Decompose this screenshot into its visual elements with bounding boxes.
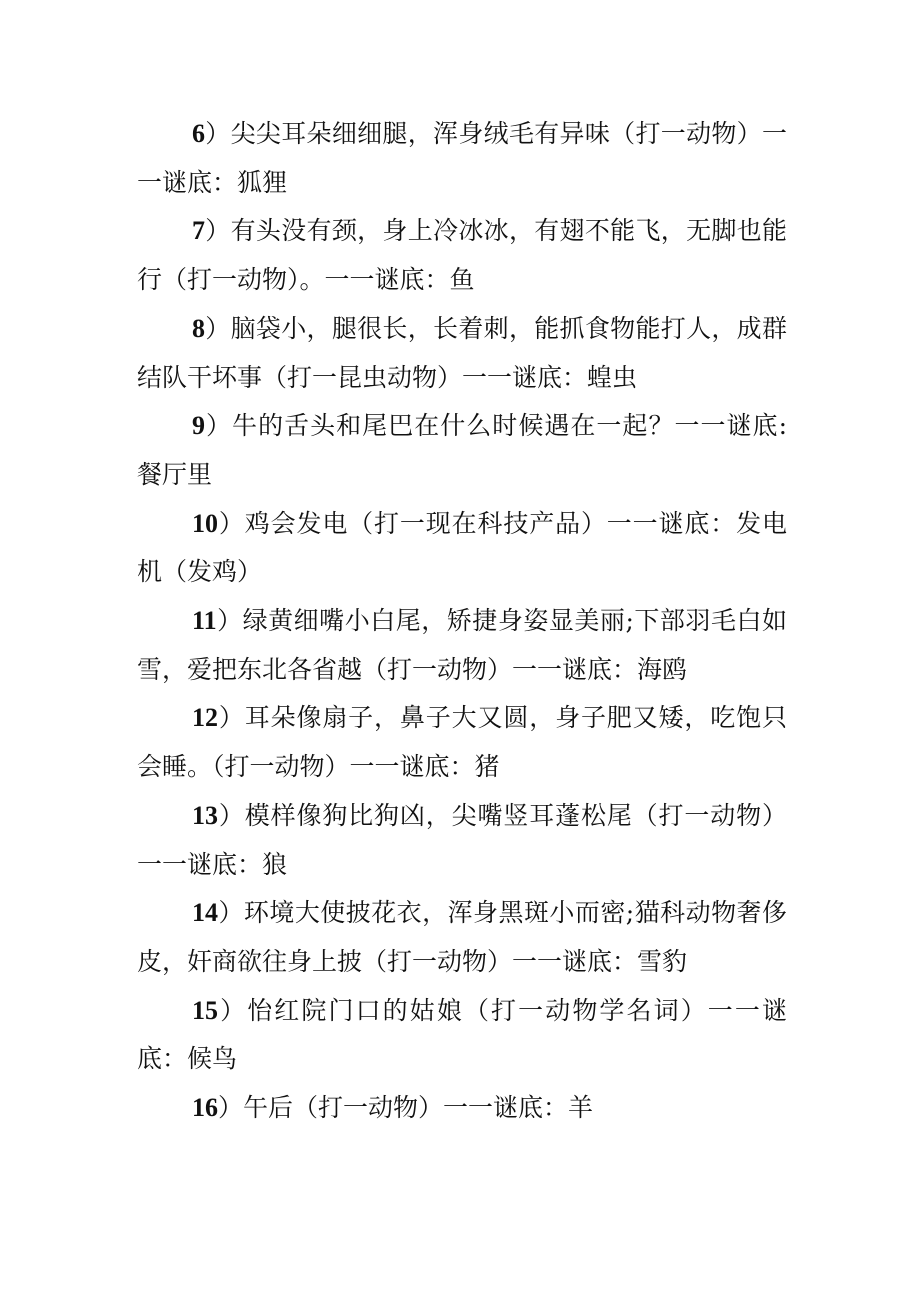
riddle-number: 6 xyxy=(192,119,205,148)
riddle-item xyxy=(137,987,787,1084)
riddle-item xyxy=(137,792,787,889)
riddle-number: 9 xyxy=(192,411,205,441)
riddle-number: 7 xyxy=(192,216,205,246)
riddle-number: 10 xyxy=(192,508,218,538)
riddle-item xyxy=(137,597,787,694)
riddle-item xyxy=(137,305,787,402)
riddle-item xyxy=(137,402,787,499)
riddle-text: ）脑袋小，腿很长，长着刺，能抓食物能打人，成群结队干坏事（打一昆虫动物）一一谜底：蝗虫 xyxy=(137,313,787,392)
riddle-number: 12 xyxy=(192,703,218,733)
riddle-item xyxy=(137,500,787,597)
riddle-number: 11 xyxy=(192,606,217,636)
riddle-text: ）尖尖耳朵细细腿，浑身绒毛有异味（打一动物）一一谜底：狐狸 xyxy=(137,119,787,197)
riddle-text: ）耳朵像扇子，鼻子大又圆，身子肥又矮，吃饱只会睡。（打一动物）一一谜底：猪 xyxy=(137,703,787,782)
riddle-item xyxy=(137,1084,787,1133)
riddle-text: ）牛的舌头和尾巴在什么时候遇在一起？一一谜底:餐厅里 xyxy=(137,411,787,489)
riddle-number: 14 xyxy=(192,898,218,928)
riddle-list xyxy=(137,110,787,1133)
riddle-text: ）绿黄细嘴小白尾，矫捷身姿显美丽;下部羽毛白如雪，爱把东北各省越（打一动物）一一谜底：海鸥 xyxy=(137,606,787,684)
riddle-text: ）怡红院门口的姑娘（打一动物学名词）一一谜底：候鸟 xyxy=(137,995,787,1074)
riddle-text: ）午后（打一动物）一一谜底：羊 xyxy=(218,1093,594,1123)
riddle-number: 8 xyxy=(192,313,205,343)
riddle-text: ）有头没有颈，身上冷冰冰，有翅不能飞，无脚也能行（打一动物）。一一谜底：鱼 xyxy=(137,216,787,295)
riddle-text: ）环境大使披花衣，浑身黑斑小而密;猫科动物奢侈皮，奸商欲往身上披（打一动物）一一谜底：雪豹 xyxy=(137,898,787,976)
riddle-text: ）鸡会发电（打一现在科技产品）一一谜底：发电机（发鸡） xyxy=(137,508,787,587)
riddle-item xyxy=(137,110,787,207)
riddle-item xyxy=(137,694,787,791)
riddle-number: 16 xyxy=(192,1093,218,1123)
riddle-number: 13 xyxy=(192,800,218,830)
riddle-item xyxy=(137,889,787,986)
riddle-item xyxy=(137,207,787,304)
riddle-text: ）模样像狗比狗凶，尖嘴竖耳蓬松尾（打一动物）一一谜底：狼 xyxy=(137,800,787,879)
riddle-number: 15 xyxy=(192,995,218,1025)
